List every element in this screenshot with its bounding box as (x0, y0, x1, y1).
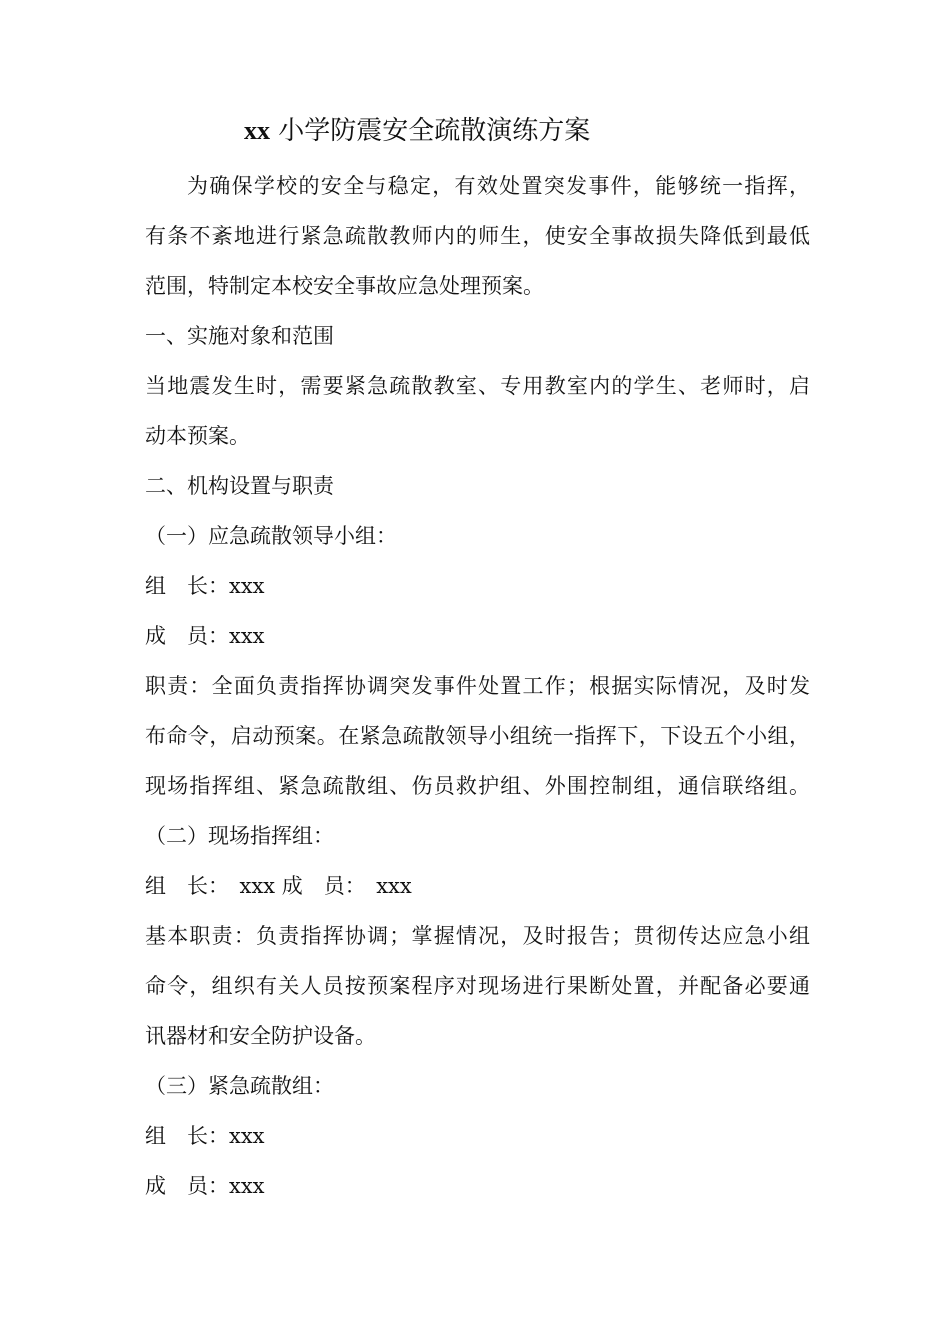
duty-line-1: 职责：全面负责指挥协调突发事件处置工作；根据实际情况，及时发 (145, 674, 810, 698)
paragraph-intro-line-1: 为确保学校的安全与稳定，有效处置突发事件，能够统一指挥， (187, 174, 810, 198)
section-heading-2: 二、机构设置与职责 (145, 474, 334, 498)
leader-line-3: 组 长：xxx (145, 1124, 265, 1148)
paragraph-scope-line-1: 当地震发生时，需要紧急疏散教室、专用教室内的学生、老师时，启 (145, 374, 810, 398)
subsection-heading-1: （一）应急疏散领导小组： (145, 524, 397, 548)
duty-line-3: 现场指挥组、紧急疏散组、伤员救护组、外围控制组，通信联络组。 (145, 774, 810, 798)
subsection-heading-3: （三）紧急疏散组： (145, 1074, 334, 1098)
basic-duty-line-2: 命令，组织有关人员按预案程序对现场进行果断处置，并配备必要通 (145, 974, 810, 998)
section-heading-1: 一、实施对象和范围 (145, 324, 334, 348)
duty-line-2: 布命令，启动预案。在紧急疏散领导小组统一指挥下，下设五个小组， (145, 724, 810, 748)
leader-member-line-2: 组 长： xxx 成 员： xxx (145, 874, 412, 898)
paragraph-intro-line-2: 有条不紊地进行紧急疏散教师内的师生，使安全事故损失降低到最低 (145, 224, 810, 248)
title-text: 小学防震安全疏散演练方案 (278, 116, 591, 146)
paragraph-intro-line-3: 范围，特制定本校安全事故应急处理预案。 (145, 274, 544, 298)
document-title (244, 113, 764, 149)
basic-duty-line-3: 讯器材和安全防护设备。 (145, 1024, 376, 1048)
subsection-heading-2: （二）现场指挥组： (145, 824, 334, 848)
document-body (145, 161, 810, 1211)
title-prefix: xx (244, 116, 270, 145)
member-line-3: 成 员：xxx (145, 1174, 265, 1198)
paragraph-scope-line-2: 动本预案。 (145, 424, 250, 448)
basic-duty-line-1: 基本职责：负责指挥协调；掌握情况，及时报告；贯彻传达应急小组 (145, 924, 810, 948)
member-line-1: 成 员：xxx (145, 624, 265, 648)
leader-line-1: 组 长：xxx (145, 574, 265, 598)
